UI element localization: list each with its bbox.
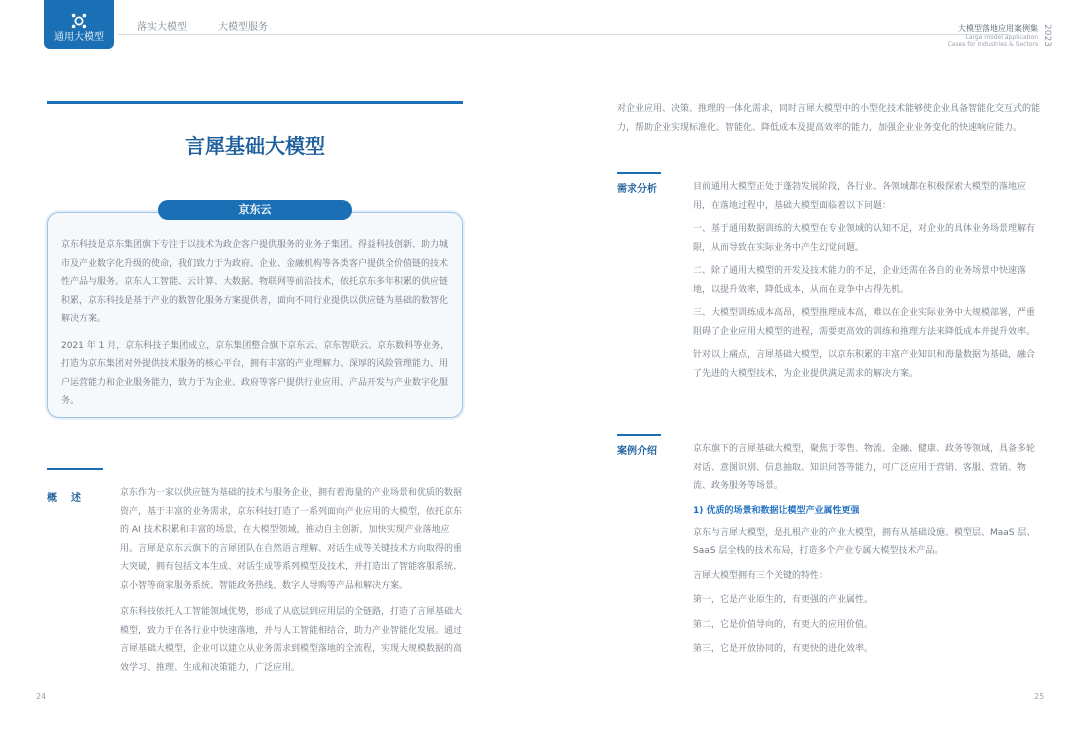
page-number-right: 25: [1034, 692, 1045, 701]
needs-paragraph-4: 三、大模型训练成本高昂，模型推理成本高，难以在企业实际业务中大规模部署，严重阻碍了企业应用大模型的进程，需要更高效的训练和推理方法来降低成本并提升效率。: [693, 308, 1036, 337]
company-intro-paragraph-2: 2021 年 1 月，京东科技子集团成立，京东集团整合旗下京东云、京东智联云、京东数科等业务，打造为京东集团对外提供技术服务的核心平台，拥有丰富的产业理解力、深厚的风险管理能力、用户运营能力和企业服务能力，致力于为企业、政府等客户提供行业应用、产品开发与产业数字化服务。: [61, 340, 450, 406]
report-year: 2023: [1042, 24, 1052, 47]
nav-item-2[interactable]: 大模型服务: [218, 22, 268, 33]
company-intro: [61, 236, 453, 411]
right-top-text: [617, 100, 1042, 137]
report-subtitle-1: Large model application: [965, 34, 1038, 41]
report-subtitle-2: Cases for Industries & Sectors: [947, 41, 1038, 48]
cases-paragraph-4: 第二，它是价值导向的，有更大的应用价值。: [693, 619, 874, 630]
cases-label: 案例介绍: [617, 446, 657, 457]
cases-body: [693, 440, 1042, 659]
overview-paragraph-1: 京东作为一家以供应链为基础的技术与服务企业，拥有着海量的产业场景和优质的数据资产，基于丰富的业务需求，京东科技打造了一系列面向产业应用的大模型，依托京东的 AI 技术积累和丰富的场景，在大模型领域，推动自主创新，加快实现产业落地应用。言犀是京东云旗下的言犀团队在自然语言理解、对话生成等关键技术方向取得的重大突破，拥有包括文本生成、对话生成等系列模型及技术，并打造出了智能客服系统、京小智等商家服务系统、智能政务热线、数字人导购等产品和解决方案。: [120, 488, 463, 591]
cases-paragraph-5: 第三，它是开放协同的，有更快的进化效率。: [693, 644, 874, 654]
report-title: 大模型落地应用案例集: [958, 24, 1038, 33]
cases-rule: [617, 434, 661, 436]
overview-label: 概 述: [47, 493, 83, 504]
title-rule: [47, 101, 463, 104]
section-tag-label: 通用大模型: [54, 32, 104, 43]
cases-intro: 京东旗下的言犀基础大模型，聚焦于零售、物流、金融、健康、政务等领域，具备多轮对话、意图识别、信息抽取、知识问答等能力，可广泛应用于营销、客服、营销、物流、政务服务等场景。: [693, 444, 1036, 491]
needs-body: [693, 178, 1042, 383]
needs-paragraph-1: 目前通用大模型正处于蓬勃发展阶段，各行业、各领域都在积极探索大模型的落地应用，在落地过程中，基础大模型面临着以下问题：: [693, 182, 1027, 211]
company-intro-paragraph-1: 京东科技是京东集团旗下专注于以技术为政企客户提供服务的业务子集团。得益科技创新、助力城市及产业数字化升级的使命，我们致力于为政府、企业、金融机构等各类客户提供全价值链的技术性产品与服务。京东人工智能、云计算、大数据、物联网等前沿技术，依托京东多年积累的供应链积累，京东科技是基于产业的数智化服务方案提供者，面向不同行业提供以供应链为基础的数智化解决方案。: [61, 240, 449, 324]
overview-body: [120, 484, 463, 677]
cases-subheading: 1) 优质的场景和数据让模型产业属性更强: [693, 505, 860, 516]
needs-paragraph-2: 一、基于通用数据训练的大模型在专业领域的认知不足，对企业的具体业务场景理解有限，从而导致在实际业务中产生幻觉问题。: [693, 224, 1036, 253]
cases-paragraph-3: 第一，它是产业原生的，有更强的产业属性。: [693, 595, 874, 605]
section-tag[interactable]: [44, 0, 114, 49]
page-number-left: 24: [36, 692, 47, 701]
header-divider: [118, 34, 1010, 35]
overview-paragraph-2: 京东科技依托人工智能领域优势，形成了从底层到应用层的全链路，打造了言犀基础大模型，致力于在各行业中快速落地，并与人工智能相结合，助力产业智能化发展。通过言犀基础大模型，企业可以建立从业务需求到模型落地的全流程，实现大规模数据的高效学习、推理、生成和决策能力，广泛应用。: [120, 607, 463, 673]
nav-item-1[interactable]: 落实大模型: [137, 22, 187, 33]
page-title: 言犀基础大模型: [185, 134, 325, 158]
network-gear-icon: [70, 12, 88, 30]
report-title-block: [938, 24, 1038, 48]
right-top-paragraph: 对企业应用、决策、推理的一体化需求，同时言犀大模型中的小型化技术能够使企业具备智能化交互式的能力，帮助企业实现标准化、智能化、降低成本及提高效率的能力，加强企业业务变化的快速响应能力。: [617, 104, 1041, 133]
needs-label: 需求分析: [617, 184, 657, 195]
overview-rule: [47, 468, 103, 470]
needs-paragraph-5: 针对以上痛点，言犀基础大模型，以京东积累的丰富产业知识和海量数据为基础，融合了先进的大模型技术，为企业提供满足需求的解决方案。: [693, 350, 1036, 379]
needs-paragraph-3: 二、除了通用大模型的开发及技术能力的不足，企业还需在各自的业务场景中快速落地，以提升效率，降低成本，从而在竞争中占得先机。: [693, 266, 1027, 295]
needs-rule: [617, 172, 661, 174]
cases-paragraph-2: 言犀大模型拥有三个关键的特性：: [693, 570, 829, 581]
cases-paragraph-1: 京东与言犀大模型，是扎根产业的产业大模型，拥有从基础设施、模型层、MaaS 层、SaaS 层全栈的技术布局，打造多个产业专属大模型技术产品。: [693, 527, 1036, 556]
company-name-pill: 京东云: [158, 200, 352, 220]
